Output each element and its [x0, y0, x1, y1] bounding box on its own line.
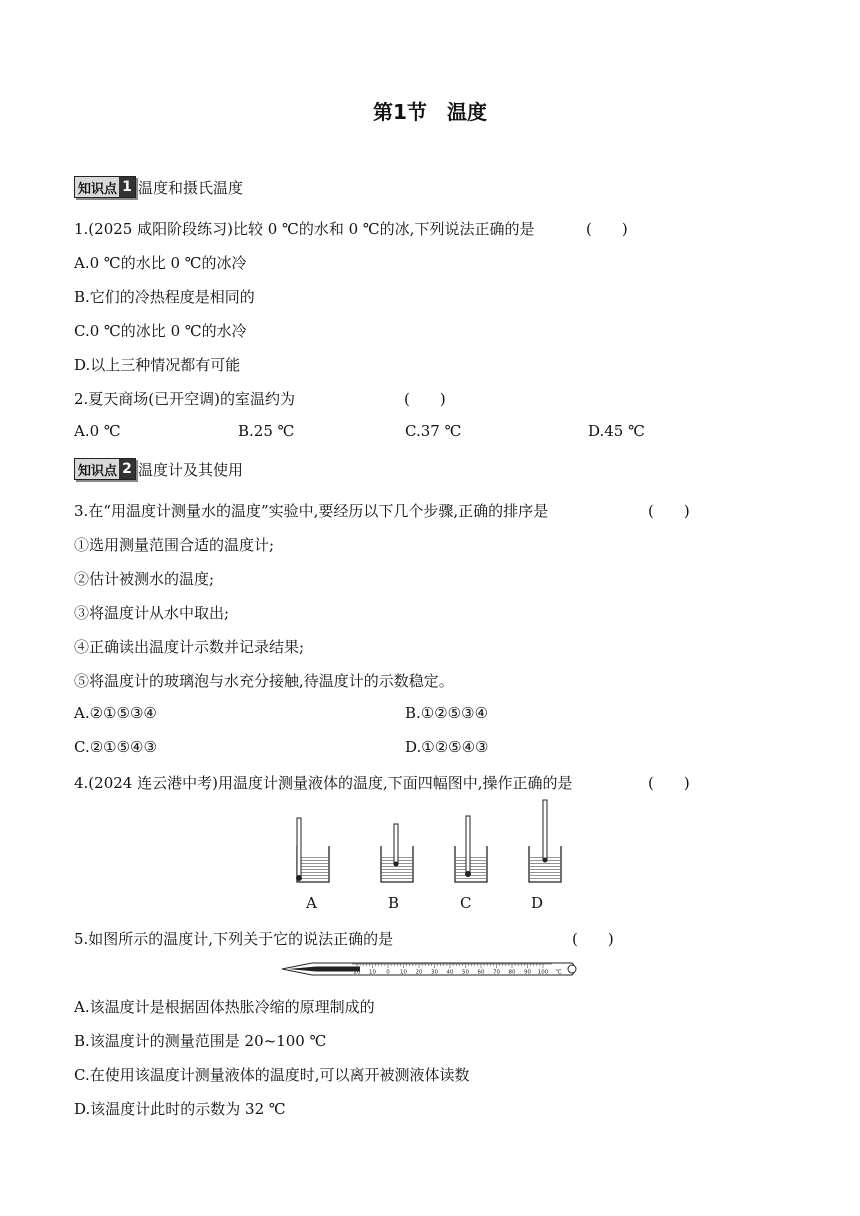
- question-4-answer-blank: ( ): [648, 774, 690, 792]
- scale-number: 60: [477, 969, 485, 976]
- badge-number: 2: [119, 459, 135, 479]
- scale-number: 0: [386, 969, 390, 976]
- scale-number: 30: [431, 969, 438, 976]
- figure-label-d: D: [531, 894, 544, 912]
- question-2-stem: 2.夏天商场(已开空调)的室温约为: [74, 390, 296, 408]
- scale-number: 20: [353, 969, 361, 976]
- question-2-option-a: A.0 ℃: [74, 422, 121, 440]
- beaker-d-diagram: [529, 800, 561, 882]
- question-4-stem: 4.(2024 连云港中考)用温度计测量液体的温度,下面四幅图中,操作正确的是: [74, 774, 573, 792]
- question-1-stem: 1.(2025 咸阳阶段练习)比较 0 ℃的水和 0 ℃的冰,下列说法正确的是: [74, 220, 535, 238]
- scale-number: 80: [508, 969, 516, 976]
- question-3-step-2: ②估计被测水的温度;: [74, 570, 215, 588]
- question-3-option-d: D.①②⑤④③: [405, 738, 489, 756]
- scale-number: 20: [415, 969, 423, 976]
- knowledge-point-1-header: [74, 176, 243, 198]
- knowledge-point-title: 温度计及其使用: [138, 460, 244, 479]
- scale-number: 50: [462, 969, 469, 976]
- question-5-stem: 5.如图所示的温度计,下列关于它的说法正确的是: [74, 930, 394, 948]
- question-3-option-b: B.①②⑤③④: [405, 704, 489, 722]
- scale-number: 90: [524, 969, 531, 976]
- question-3-step-5: ⑤将温度计的玻璃泡与水充分接触,待温度计的示数稳定。: [74, 672, 454, 690]
- knowledge-point-title: 温度和摄氏温度: [138, 178, 244, 197]
- scale-number: 40: [446, 969, 454, 976]
- beaker-b-diagram: [381, 824, 413, 882]
- question-5-option-d: D.该温度计此时的示数为 32 ℃: [74, 1100, 286, 1118]
- scale-number: 70: [493, 969, 500, 976]
- knowledge-point-badge: [74, 458, 136, 480]
- question-5-answer-blank: ( ): [572, 930, 614, 948]
- question-1-option-a: A.0 ℃的水比 0 ℃的冰冷: [74, 254, 247, 272]
- question-2-option-d: D.45 ℃: [588, 422, 645, 440]
- question-5-option-b: B.该温度计的测量范围是 20~100 ℃: [74, 1032, 327, 1050]
- question-5-option-c: C.在使用该温度计测量液体的温度时,可以离开被测液体读数: [74, 1066, 470, 1084]
- question-1-option-c: C.0 ℃的冰比 0 ℃的水冷: [74, 322, 247, 340]
- beaker-c-diagram: [455, 816, 487, 882]
- question-1-option-d: D.以上三种情况都有可能: [74, 356, 241, 374]
- badge-label: 知识点: [78, 181, 118, 197]
- figure-label-a: A: [306, 894, 317, 912]
- question-3-step-3: ③将温度计从水中取出;: [74, 604, 230, 622]
- question-1-answer-blank: ( ): [586, 220, 628, 238]
- question-3-step-1: ①选用测量范围合适的温度计;: [74, 536, 275, 554]
- page-title: 第1节 温度: [373, 100, 487, 124]
- knowledge-point-2-header: [74, 458, 243, 480]
- knowledge-point-badge: [74, 176, 136, 198]
- question-3-step-4: ④正确读出温度计示数并记录结果;: [74, 638, 305, 656]
- thermometer-figure: [280, 956, 580, 982]
- figure-label-c: C: [460, 894, 472, 912]
- question-1-option-b: B.它们的冷热程度是相同的: [74, 288, 255, 306]
- badge-label: 知识点: [78, 463, 118, 479]
- scale-number: ℃: [555, 969, 562, 976]
- question-2-option-b: B.25 ℃: [238, 422, 295, 440]
- scale-number: 10: [369, 969, 376, 976]
- question-5-option-a: A.该温度计是根据固体热胀冷缩的原理制成的: [74, 998, 375, 1016]
- question-2-answer-blank: ( ): [404, 390, 446, 408]
- question-2-option-c: C.37 ℃: [405, 422, 462, 440]
- beaker-a-diagram: [296, 818, 329, 882]
- scale-number: 10: [400, 969, 407, 976]
- thermometer-beakers-figure: [280, 796, 570, 886]
- question-3-stem: 3.在“用温度计测量水的温度”实验中,要经历以下几个步骤,正确的排序是: [74, 502, 549, 520]
- question-3-option-a: A.②①⑤③④: [74, 704, 157, 722]
- badge-number: 1: [119, 177, 135, 197]
- question-3-answer-blank: ( ): [648, 502, 690, 520]
- figure-label-b: B: [388, 894, 400, 912]
- scale-number: 100: [537, 969, 549, 976]
- question-3-option-c: C.②①⑤④③: [74, 738, 157, 756]
